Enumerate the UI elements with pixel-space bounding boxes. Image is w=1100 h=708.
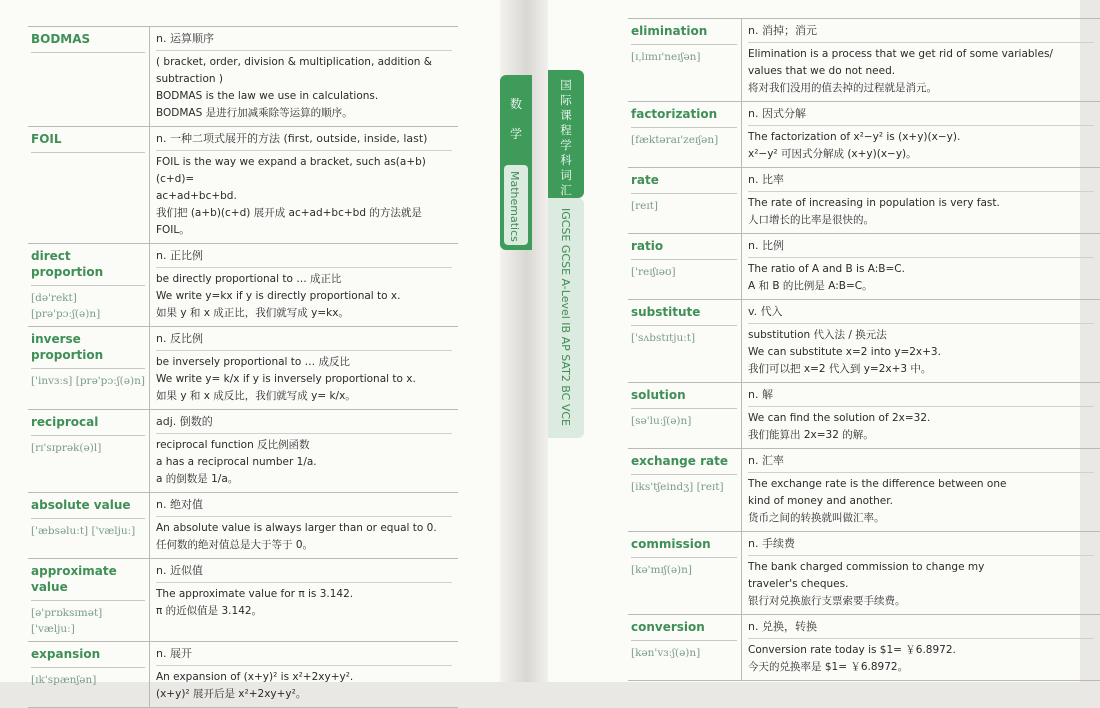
part-of-speech: n. 反比例 xyxy=(156,331,452,351)
definition-line: a 的倒数是 1/a。 xyxy=(156,473,239,485)
definition-line: 如果 y 和 x 成反比，我们就写成 y= k/x。 xyxy=(156,390,356,402)
part-of-speech: n. 汇率 xyxy=(748,453,1094,473)
curriculum-tab xyxy=(548,70,584,440)
definition-line: be inversely proportional to … 成反比 xyxy=(156,356,351,368)
curriculum-programs-tab xyxy=(548,198,584,438)
definition-line: x²−y² 可因式分解成 (x+y)(x−y)。 xyxy=(748,148,917,160)
part-of-speech: n. 比例 xyxy=(748,238,1094,258)
part-of-speech: n. 一种二项式展开的方法 (first, outside, inside, last) xyxy=(156,131,452,151)
definition-line: ac+ad+bc+bd. xyxy=(156,190,237,202)
term-word: substitute xyxy=(631,304,737,326)
definition-line: The approximate value for π is 3.142. xyxy=(156,588,354,600)
term-word: commission xyxy=(631,536,737,558)
entry-reciprocal xyxy=(28,409,458,492)
definition-cell xyxy=(150,493,458,558)
term-cell xyxy=(28,244,150,326)
term-ipa: ['invɜːs] [prə'pɔːʃ(ə)n] xyxy=(31,375,145,387)
definition-line: A 和 B 的比例是 A:B=C。 xyxy=(748,280,873,292)
definition-cell xyxy=(150,27,458,126)
term-ipa: ['æbsəluːt] ['væljuː] xyxy=(31,525,136,537)
entry-commission xyxy=(628,531,1100,614)
term-cell xyxy=(628,234,742,299)
term-ipa: [kə'mɪʃ(ə)n] xyxy=(631,564,692,576)
left-page xyxy=(0,0,500,700)
definition-line: We can find the solution of 2x=32. xyxy=(748,412,931,424)
subject-label: 数 学 xyxy=(509,97,522,141)
definition-cell xyxy=(742,168,1100,233)
term-ipa: [reɪt] xyxy=(631,200,659,212)
definition-line: We write y= k/x if y is inversely proportional to x. xyxy=(156,373,416,385)
definition-line: Conversion rate today is $1= ￥6.8972. xyxy=(748,644,956,656)
part-of-speech: n. 比率 xyxy=(748,172,1094,192)
entry-substitute xyxy=(628,299,1100,382)
definition-line: 我们可以把 x=2 代入到 y=2x+3 中。 xyxy=(748,363,932,375)
part-of-speech: n. 解 xyxy=(748,387,1094,407)
term-cell xyxy=(28,642,150,707)
term-ipa: [də'rekt] [prə'pɔːʃ(ə)n] xyxy=(31,292,101,320)
definition-line: 银行对兑换旅行支票索要手续费。 xyxy=(748,595,906,607)
entry-inverse-proportion xyxy=(28,326,458,409)
term-cell xyxy=(628,168,742,233)
definition-line: We write y=kx if y is directly proportional to x. xyxy=(156,290,401,302)
definition-line: π 的近似值是 3.142。 xyxy=(156,605,263,617)
definition-line: FOIL is the way we expand a bracket, such as(a+b)(c+d)= xyxy=(156,156,426,185)
part-of-speech: n. 运算顺序 xyxy=(156,31,452,51)
term-cell xyxy=(628,532,742,614)
subject-tab xyxy=(500,75,532,250)
definition-cell xyxy=(742,300,1100,382)
term-ipa: [sə'luːʃ(ə)n] xyxy=(631,415,692,427)
term-cell xyxy=(628,383,742,448)
term-ipa: [iks'tʃeindʒ] [reɪt] xyxy=(631,481,724,493)
term-ipa: [ɪk'spænʃən] xyxy=(31,674,97,686)
definition-line: values that we do not need. xyxy=(748,65,896,77)
definition-cell xyxy=(742,19,1100,101)
definition-line: BODMAS 是进行加减乘除等运算的顺序。 xyxy=(156,107,353,119)
entry-solution xyxy=(628,382,1100,448)
term-word: direct proportion xyxy=(31,248,145,286)
right-glossary-table xyxy=(628,18,1100,681)
term-word: BODMAS xyxy=(31,31,145,53)
definition-line: substitution 代入法 / 换元法 xyxy=(748,329,887,341)
definition-line: 我们把 (a+b)(c+d) 展开成 ac+ad+bc+bd 的方法就是 FOIL。 xyxy=(156,207,422,236)
term-ipa: [rɪ'sɪprək(ə)l] xyxy=(31,442,102,454)
entry-conversion xyxy=(628,614,1100,681)
definition-line: reciprocal function 反比例函数 xyxy=(156,439,310,451)
entry-rate xyxy=(628,167,1100,233)
term-cell xyxy=(628,102,742,167)
definition-line: 人口增长的比率是很快的。 xyxy=(748,214,874,226)
entry-foil xyxy=(28,126,458,243)
part-of-speech: n. 因式分解 xyxy=(748,106,1094,126)
definition-line: The ratio of A and B is A:B=C. xyxy=(748,263,905,275)
term-word: absolute value xyxy=(31,497,145,519)
curriculum-title-tab xyxy=(548,70,584,198)
term-word: conversion xyxy=(631,619,737,641)
part-of-speech: adj. 倒数的 xyxy=(156,414,452,434)
definition-line: An expansion of (x+y)² is x²+2xy+y². xyxy=(156,671,354,683)
definition-line: The rate of increasing in population is very fast. xyxy=(748,197,1000,209)
definition-cell xyxy=(150,559,458,641)
definition-line: The factorization of x²−y² is (x+y)(x−y). xyxy=(748,131,961,143)
definition-line: We can substitute x=2 into y=2x+3. xyxy=(748,346,941,358)
part-of-speech: n. 正比例 xyxy=(156,248,452,268)
term-ipa xyxy=(31,153,145,157)
entry-direct-proportion xyxy=(28,243,458,326)
term-word: exchange rate xyxy=(631,453,737,475)
definition-cell xyxy=(150,410,458,492)
definition-cell xyxy=(150,642,458,707)
term-word: solution xyxy=(631,387,737,409)
term-cell xyxy=(28,27,150,126)
definition-line: 任何数的绝对值总是大于等于 0。 xyxy=(156,539,314,551)
definition-cell xyxy=(150,327,458,409)
part-of-speech: n. 手续费 xyxy=(748,536,1094,556)
definition-cell xyxy=(742,102,1100,167)
entry-exchange-rate xyxy=(628,448,1100,531)
part-of-speech: n. 近似值 xyxy=(156,563,452,583)
definition-line: The bank charged commission to change my xyxy=(748,561,985,573)
definition-line: Elimination is a process that we get rid of some variables/ xyxy=(748,48,1053,60)
definition-line: a has a reciprocal number 1/a. xyxy=(156,456,317,468)
term-cell xyxy=(628,19,742,101)
term-word: factorization xyxy=(631,106,737,128)
term-ipa: [fæktəraɪ'zeɪʃən] xyxy=(631,134,719,146)
subject-english-tab xyxy=(504,165,528,245)
definition-line: 我们能算出 2x=32 的解。 xyxy=(748,429,874,441)
entry-elimination xyxy=(628,18,1100,101)
entry-expansion xyxy=(28,641,458,708)
definition-cell xyxy=(742,234,1100,299)
definition-line: BODMAS is the law we use in calculations. xyxy=(156,90,379,102)
term-word: inverse proportion xyxy=(31,331,145,369)
curriculum-title: 国际课程学科词汇 xyxy=(560,78,572,197)
term-ipa: ['sʌbstɪtjuːt] xyxy=(631,332,696,344)
definition-cell xyxy=(742,383,1100,448)
definition-cell xyxy=(150,127,458,243)
term-word: rate xyxy=(631,172,737,194)
term-cell xyxy=(628,300,742,382)
left-glossary-table xyxy=(28,26,458,708)
entry-approximate-value xyxy=(28,558,458,641)
term-word: expansion xyxy=(31,646,145,668)
definition-line: traveler's cheques. xyxy=(748,578,849,590)
part-of-speech: n. 绝对值 xyxy=(156,497,452,517)
term-word: FOIL xyxy=(31,131,145,153)
term-word: reciprocal xyxy=(31,414,145,436)
definition-line: 将对我们没用的值去掉的过程就是消元。 xyxy=(748,82,937,94)
entry-factorization xyxy=(628,101,1100,167)
definition-line: 货币之间的转换就叫做汇率。 xyxy=(748,512,885,524)
term-word: approximate value xyxy=(31,563,145,601)
definition-line: 如果 y 和 x 成正比，我们就写成 y=kx。 xyxy=(156,307,349,319)
definition-line: be directly proportional to … 成正比 xyxy=(156,273,342,285)
term-ipa xyxy=(31,53,145,57)
definition-line: 今天的兑换率是 $1= ￥6.8972。 xyxy=(748,661,909,673)
term-ipa: ['reɪʃɪəʊ] xyxy=(631,266,676,278)
definition-cell xyxy=(150,244,458,326)
term-cell xyxy=(28,493,150,558)
term-word: elimination xyxy=(631,23,737,45)
term-cell xyxy=(28,127,150,243)
term-ipa: [ə'prɒksɪmət] ['væljuː] xyxy=(31,607,103,635)
term-cell xyxy=(28,410,150,492)
curriculum-programs: IGCSE GCSE A-Level IB AP SAT2 BC VCE xyxy=(559,208,572,426)
definition-line: subtraction ) xyxy=(156,73,223,85)
term-cell xyxy=(628,449,742,531)
definition-line: An absolute value is always larger than or equal to 0. xyxy=(156,522,437,534)
definition-line: (x+y)² 展开后是 x²+2xy+y²。 xyxy=(156,688,307,700)
definition-line: kind of money and another. xyxy=(748,495,893,507)
right-page xyxy=(548,0,1080,682)
part-of-speech: n. 兑换，转换 xyxy=(748,619,1094,639)
term-word: ratio xyxy=(631,238,737,260)
part-of-speech: v. 代入 xyxy=(748,304,1094,324)
definition-line: ( bracket, order, division & multiplication, addition & xyxy=(156,56,432,68)
definition-line: The exchange rate is the difference between one xyxy=(748,478,1007,490)
definition-cell xyxy=(742,615,1100,680)
definition-cell xyxy=(742,532,1100,614)
term-cell xyxy=(28,327,150,409)
term-ipa: [ɪˌlɪmɪ'neɪʃən] xyxy=(631,51,701,63)
definition-cell xyxy=(742,449,1100,531)
entry-absolute-value xyxy=(28,492,458,558)
part-of-speech: n. 消掉；消元 xyxy=(748,23,1094,43)
term-cell xyxy=(628,615,742,680)
term-cell xyxy=(28,559,150,641)
term-ipa: [kən'vɜːʃ(ə)n] xyxy=(631,647,701,659)
entry-bodmas xyxy=(28,26,458,126)
part-of-speech: n. 展开 xyxy=(156,646,452,666)
entry-ratio xyxy=(628,233,1100,299)
subject-english-label: Mathematics xyxy=(508,171,521,242)
